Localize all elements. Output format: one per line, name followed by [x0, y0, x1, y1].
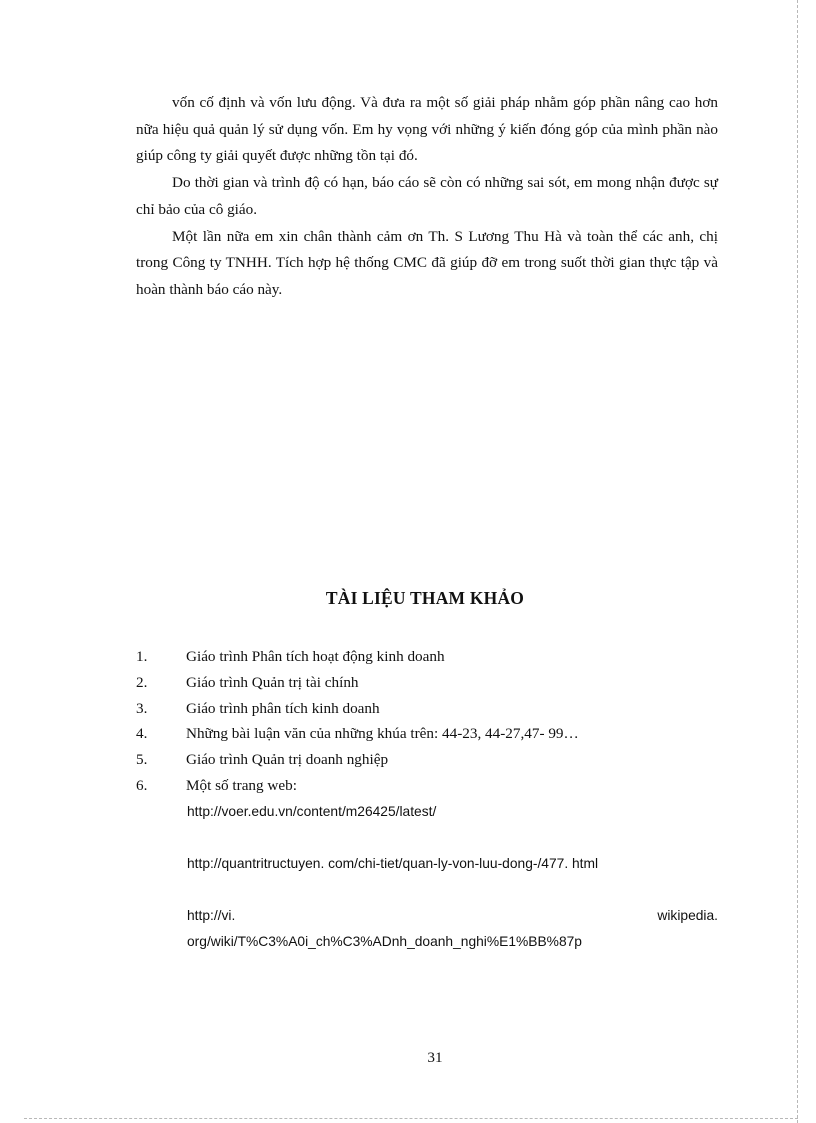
page-border-bottom — [24, 1118, 798, 1119]
reference-url-wikipedia-line2: org/wiki/T%C3%A0i_ch%C3%ADnh_doanh_nghi%E1%BB%87p — [187, 934, 582, 949]
reference-item — [136, 721, 718, 747]
reference-text: Giáo trình Quản trị doanh nghiệp — [186, 751, 389, 769]
reference-number: 4. — [136, 725, 148, 743]
reference-url-voer: http://voer.edu.vn/content/m26425/latest/ — [187, 804, 437, 819]
reference-number: 5. — [136, 751, 148, 769]
reference-url-wikipedia-line1 — [187, 903, 718, 929]
reference-number: 3. — [136, 699, 148, 717]
reference-text: Giáo trình Quản trị tài chính — [186, 673, 359, 691]
reference-item — [136, 696, 718, 722]
reference-url-wikipedia-part1: http://vi. — [187, 908, 236, 923]
reference-item — [136, 670, 718, 696]
reference-number: 6. — [136, 776, 148, 794]
reference-text: Một số trang web: — [186, 776, 297, 794]
paragraph-2: Do thời gian và trình độ có hạn, báo cáo sẽ còn có những sai sót, em mong nhận được sự chỉ bảo của cô giáo. — [136, 174, 718, 218]
page-number: 31 — [427, 1049, 443, 1066]
body-text — [136, 90, 718, 304]
reference-text: Những bài luận văn của những khúa trên: 44-23, 44-27,47- 99… — [186, 725, 579, 743]
reference-url-wikipedia-part2: wikipedia. — [657, 908, 718, 923]
page-border-right — [797, 0, 798, 1123]
reference-list — [136, 644, 718, 799]
reference-item — [136, 773, 718, 799]
paragraph-3: Một lần nữa em xin chân thành cảm ơn Th. S Lương Thu Hà và toàn thể các anh, chị trong Công ty TNHH. Tích hợp hệ thống CMC đã giúp đỡ em trong suốt thời gian thực tập và hoàn thành báo cáo này. — [136, 227, 718, 298]
reference-item — [136, 747, 718, 773]
references-heading: TÀI LIỆU THAM KHẢO — [325, 588, 525, 608]
reference-text: Giáo trình phân tích kinh doanh — [186, 699, 380, 717]
paragraph-1: vốn cố định và vốn lưu động. Và đưa ra một số giải pháp nhằm góp phần nâng cao hơn nữa hiệu quả quản lý sử dụng vốn. Em hy vọng với những ý kiến đóng góp của mình phần nào giúp công ty giải quyết được những tồn tại đó. — [136, 94, 718, 165]
reference-item — [136, 644, 718, 670]
reference-text: Giáo trình Phân tích hoạt động kinh doanh — [186, 648, 445, 665]
reference-url-quantritructuyen: http://quantritructuyen. com/chi-tiet/quan-ly-von-luu-dong-/477. html — [187, 856, 599, 871]
reference-number: 1. — [136, 648, 148, 665]
reference-number: 2. — [136, 673, 148, 691]
